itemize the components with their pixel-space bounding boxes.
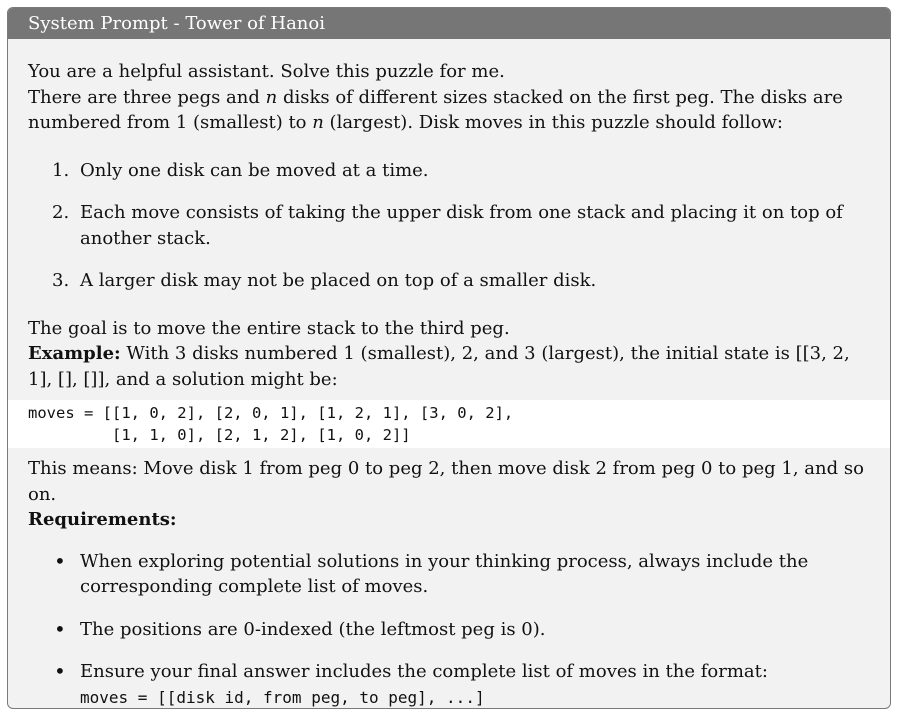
bullet-icon: • [54,616,66,641]
requirements-label: Requirements: [28,509,177,530]
example-code-block [8,400,890,448]
intro-text-a: There are three pegs and [28,86,266,108]
intro-paragraph [28,85,872,136]
requirements-list [28,549,872,710]
list-text: Each move consists of taking the upper disk from one stack and placing it on top of another stack. [80,202,843,249]
example-paragraph [28,341,872,392]
list-number: 1. [52,159,70,181]
intro-text-c: (largest). Disk moves in this puzzle should follow: [323,112,783,133]
list-item [28,158,872,184]
system-prompt-box [7,7,891,709]
requirements-heading [28,507,872,533]
rules-list [28,158,872,294]
example-label: Example: [28,343,121,364]
example-text: With 3 disks numbered 1 (smallest), 2, and 3 (largest), the initial state is [[3, 2, 1], [], []], and a solution might be: [28,343,850,390]
box-title: System Prompt - Tower of Hanoi [8,8,890,39]
intro-text-b: disks of different sizes stacked on the first peg. The disks are numbered from 1 (smallest) to [28,86,843,133]
list-text: When exploring potential solutions in your thinking process, always include the corresponding complete list of moves. [80,550,809,597]
list-item [28,268,872,294]
list-item [28,549,872,600]
bullet-icon: • [54,659,66,683]
bullet-icon: • [54,548,66,573]
meaning-text: This means: Move disk 1 from peg 0 to peg 2, then move disk 2 from peg 0 to peg 1, and so on. [28,458,864,505]
list-text: Ensure your final answer includes the complete list of moves in the format: [80,661,768,682]
list-item [28,617,872,643]
list-text: A larger disk may not be placed on top of a smaller disk. [80,270,597,291]
list-number: 2. [52,202,70,223]
list-number: 3. [52,270,70,291]
list-text: The positions are 0-indexed (the leftmost peg is 0). [80,618,546,640]
math-n: n [265,86,278,108]
list-item [28,200,872,251]
list-text: Only one disk can be moved at a time. [80,159,429,181]
intro-line: You are a helpful assistant. Solve this puzzle for me. [28,61,505,82]
code-line: [1, 1, 0], [2, 1, 2], [1, 0, 2]] [28,426,411,444]
box-body [8,39,890,709]
code-line: moves = [[1, 0, 2], [2, 0, 1], [1, 2, 1], [3, 0, 2], [28,404,514,422]
list-item [28,659,872,709]
format-code: moves = [[disk id, from peg, to peg], ...] [80,687,485,707]
goal-text: The goal is to move the entire stack to the third peg. [28,317,510,339]
math-n: n [312,112,324,133]
